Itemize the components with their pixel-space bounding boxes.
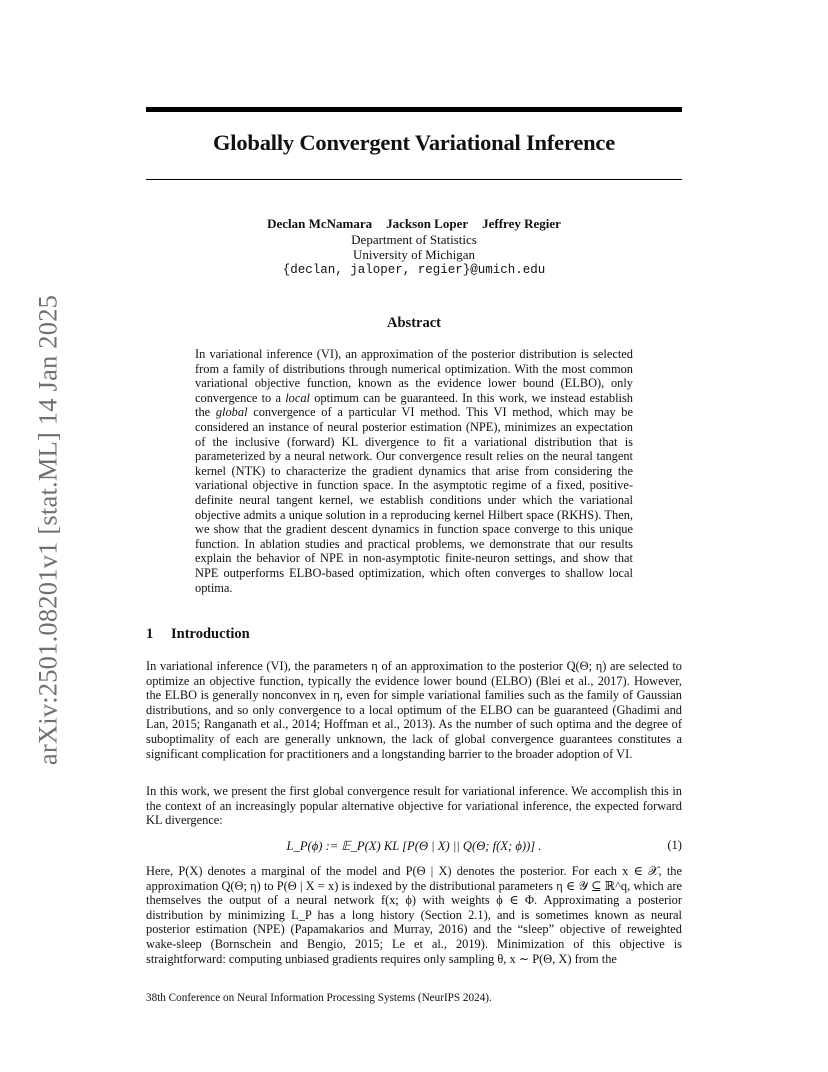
section-heading-introduction (146, 626, 250, 643)
title-top-rule (146, 107, 682, 112)
author-name: Declan McNamara (267, 216, 373, 231)
abstract-emphasis-global: global (215, 405, 248, 420)
equation-expression: L_P(ϕ) := 𝔼_P(X) KL [P(Θ | X) || Q(Θ; f(X; ϕ))] . (286, 839, 542, 853)
paragraph-text: In variational inference (VI), the parameters η of an approximation to the posterior Q(Θ; η) are selected to optimize an objective function, typically the evidence lower bound (ELBO) (Blei et al., 2017). However, the ELBO is generally nonconvex in η, even for simple variational families such as the family of Gaussian distributions, and so only convergence to a local optimum of the ELBO can be guaranteed (Ghadimi and Lan, 2015; Ranganath et al., 2014; Hoffman et al., 2013). As the number of such optima and the degree of suboptimality of each are generally unknown, the lack of global convergence guarantees constitutes a significant complication for practitioners and a longstanding barrier to the broader adoption of VI. (146, 659, 682, 761)
abstract-text: optimum can be guaranteed. In this work, we instead establish the (195, 390, 633, 420)
abstract-heading: Abstract (387, 315, 441, 331)
author-name: Jackson Loper (386, 216, 469, 231)
author-block (146, 216, 682, 278)
paragraph-text: Here, P(X) denotes a marginal of the model and P(Θ | X) denotes the posterior. For each x ∈ 𝒳, the approximation Q(Θ; η) to P(Θ | X = x) is indexed by the distributional parameters η ∈ 𝒴 ⊆ ℝ^q, which are themselves the output of a neural network f(x; ϕ) with weights ϕ ∈ Φ. Approximating a posterior distribution by minimizing L_P has a long history (Section 2.1), and is sometimes known as neural posterior estimation (NPE) (Papamakarios and Murray, 2016) and the “sleep” objective of reweighted wake-sleep (Bornschein and Bengio, 2015; Le et al., 2019). Minimization of this objective is straightforward: computing unbiased gradients requires only sampling θ, x ∼ P(Θ, X) from the (146, 864, 682, 966)
section-title: Introduction (171, 626, 250, 642)
intro-paragraph-1 (146, 659, 682, 761)
equation-number: (1) (667, 838, 682, 852)
conference-footnote: 38th Conference on Neural Information Processing Systems (NeurIPS 2024). (146, 992, 492, 1004)
abstract-text: convergence of a particular VI method. This VI method, which may be considered an instance of neural posterior estimation (NPE), minimizes an expectation of the inclusive (forward) KL divergence to fit a variational distribution that is parameterized by a neural network. Our convergence result relies on the neural tangent kernel (NTK) to characterize the gradient dynamics that arise from considering the variational objective in function space. In the asymptotic regime of a fixed, positive-definite neural tangent kernel, we establish conditions under which the variational objective admits a unique solution in a reproducing kernel Hilbert space (RKHS). Then, we show that the gradient descent dynamics in function space converge to this unique function. In ablation studies and practical problems, we demonstrate that our results explain the behavior of NPE in non-asymptotic finite-neuron settings, and show that NPE outperforms ELBO-based optimization, which often converges to shallow local optima. (195, 405, 633, 595)
intro-paragraph-3 (146, 864, 682, 966)
abstract-paragraph (195, 347, 633, 595)
abstract-text: In variational inference (VI), an approximation of the posterior distribution is selected from a family of distributions through numerical optimization. With the most common variational objective function, known as the evidence lower bound (ELBO), only convergence to a (195, 347, 633, 405)
author-name: Jeffrey Regier (482, 216, 561, 231)
section-number: 1 (146, 626, 154, 642)
author-email[interactable]: {declan, jaloper, regier}@umich.edu (282, 262, 546, 277)
author-names (146, 216, 682, 232)
paper-title: Globally Convergent Variational Inference (213, 130, 615, 155)
author-department: Department of Statistics (351, 231, 477, 247)
title-bottom-rule (146, 179, 682, 180)
abstract-emphasis-local: local (285, 390, 310, 405)
abstract-body (195, 347, 633, 595)
author-university: University of Michigan (352, 247, 476, 262)
intro-paragraph-2 (146, 784, 682, 828)
paragraph-text: In this work, we present the first global convergence result for variational inference. We accomplish this in the context of an increasingly popular alternative objective for variational inference, the expected forward KL divergence: (146, 784, 682, 828)
arxiv-identifier-stamp[interactable]: arXiv:2501.08201v1 [stat.ML] 14 Jan 2025 (32, 294, 63, 766)
equation-1 (146, 838, 682, 854)
